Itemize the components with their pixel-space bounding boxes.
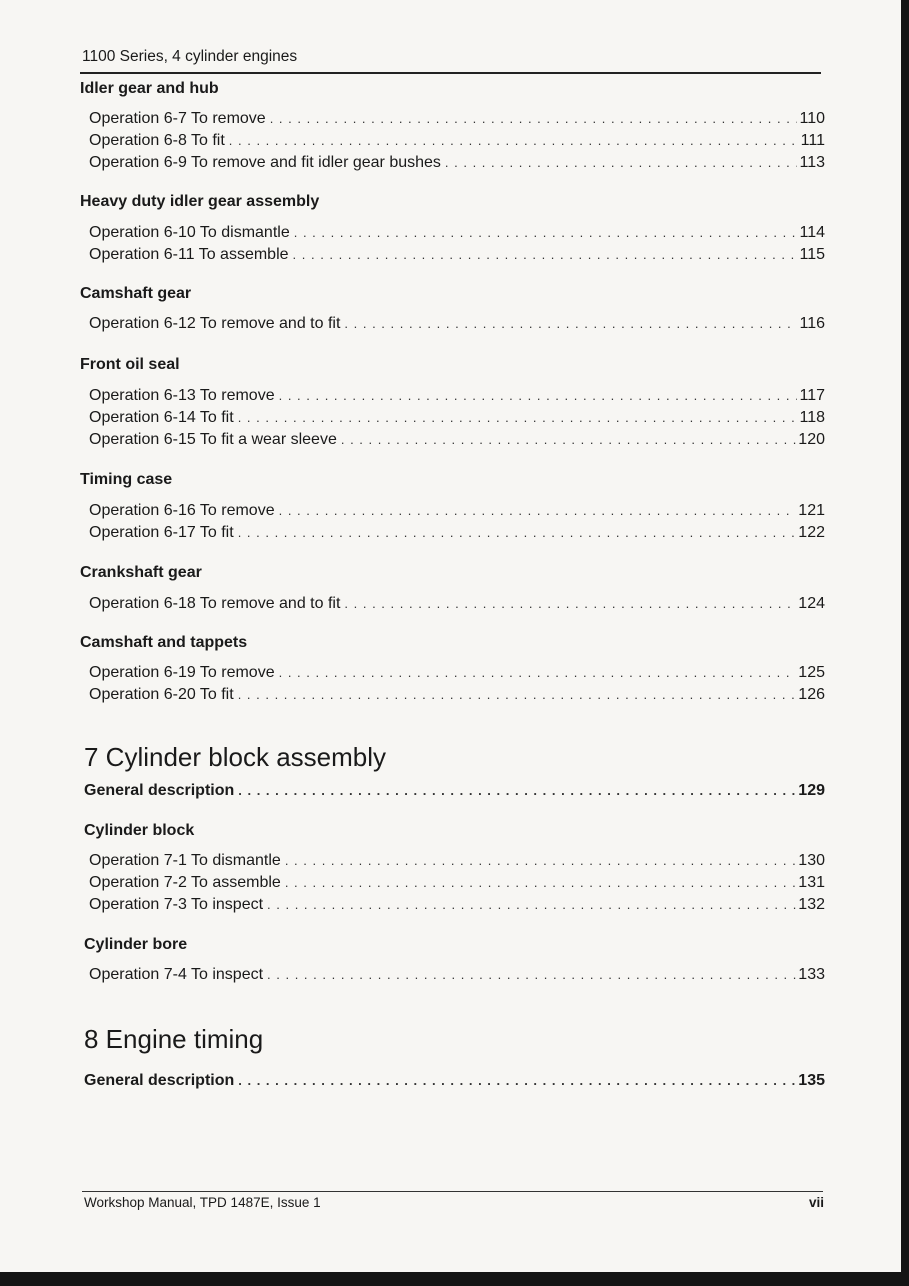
toc-entry[interactable] xyxy=(80,684,825,706)
entry-label: Operation 6-11 To assemble xyxy=(89,246,289,263)
toc-entry[interactable] xyxy=(80,385,825,407)
entry-label: Operation 6-14 To fit xyxy=(89,409,234,426)
toc-section-timing-case xyxy=(80,469,825,544)
toc-entry[interactable] xyxy=(80,522,825,544)
entry-label: Operation 6-13 To remove xyxy=(89,387,275,404)
toc-section-cylinder-bore xyxy=(80,934,825,986)
entry-page: 132 xyxy=(798,896,825,913)
dot-leader xyxy=(285,872,796,894)
toc-section-front-oil-seal xyxy=(80,354,825,451)
entry-label: Operation 6-16 To remove xyxy=(89,502,275,519)
dot-leader xyxy=(341,429,796,451)
dot-leader xyxy=(238,407,798,429)
entry-label: General description xyxy=(84,1072,235,1089)
toc-entry[interactable] xyxy=(80,222,825,244)
dot-leader xyxy=(285,850,796,872)
entry-label: Operation 6-12 To remove and to fit xyxy=(89,315,341,332)
toc-entry[interactable] xyxy=(80,894,825,916)
toc-section-heavy-duty-idler xyxy=(80,191,825,266)
dot-leader xyxy=(344,313,797,335)
toc-entry[interactable] xyxy=(80,152,825,174)
entry-label: Operation 6-15 To fit a wear sleeve xyxy=(89,431,337,448)
toc-section-crankshaft-gear xyxy=(80,562,825,615)
entry-page: 122 xyxy=(798,524,825,541)
dot-leader xyxy=(279,385,798,407)
footer-manual-id: Workshop Manual, TPD 1487E, Issue 1 xyxy=(84,1195,321,1210)
entry-page: 126 xyxy=(798,686,825,703)
toc-entry[interactable] xyxy=(80,407,825,429)
entry-page: 114 xyxy=(799,224,825,241)
entry-label: Operation 6-20 To fit xyxy=(89,686,234,703)
section-heading: Crankshaft gear xyxy=(80,564,202,581)
dot-leader xyxy=(294,222,798,244)
entry-label: Operation 6-18 To remove and to fit xyxy=(89,595,341,612)
running-head: 1100 Series, 4 cylinder engines xyxy=(82,48,298,65)
entry-label: Operation 6-9 To remove and fit idler gear bushes xyxy=(89,154,441,171)
entry-page: 117 xyxy=(799,387,825,404)
entry-label: Operation 6-10 To dismantle xyxy=(89,224,290,241)
toc-entry[interactable] xyxy=(80,872,825,894)
dot-leader xyxy=(238,522,797,544)
section-heading: Front oil seal xyxy=(80,356,180,373)
entry-label: Operation 7-2 To assemble xyxy=(89,874,281,891)
entry-page: 111 xyxy=(800,132,825,149)
chapter-8 xyxy=(80,1022,825,1092)
entry-label: Operation 6-8 To fit xyxy=(89,132,225,149)
entry-page: 115 xyxy=(799,246,825,263)
entry-page: 121 xyxy=(798,502,825,519)
entry-page: 124 xyxy=(798,595,825,612)
toc-section-camshaft-gear xyxy=(80,283,825,335)
footer-rule xyxy=(82,1191,823,1192)
toc-section-camshaft-tappets xyxy=(80,632,825,706)
entry-label: Operation 6-17 To fit xyxy=(89,524,234,541)
section-heading: Camshaft gear xyxy=(80,285,192,302)
toc-entry[interactable] xyxy=(80,662,825,684)
toc-entry[interactable] xyxy=(80,500,825,522)
dot-leader xyxy=(445,152,798,174)
dot-leader xyxy=(344,593,796,615)
toc-entry[interactable] xyxy=(80,850,825,872)
header-rule xyxy=(80,72,821,74)
entry-page: 135 xyxy=(798,1072,825,1089)
footer-page-number: vii xyxy=(808,1195,824,1210)
dot-leader xyxy=(270,108,798,130)
scan-edge-bottom xyxy=(0,1272,909,1286)
table-of-contents xyxy=(80,78,825,1092)
toc-entry[interactable] xyxy=(80,593,825,615)
toc-entry[interactable] xyxy=(80,964,825,986)
entry-label: Operation 6-7 To remove xyxy=(89,110,266,127)
toc-entry[interactable] xyxy=(80,108,825,130)
entry-label: Operation 7-3 To inspect xyxy=(89,896,264,913)
dot-leader xyxy=(238,1070,796,1092)
section-heading: Heavy duty idler gear assembly xyxy=(80,193,320,210)
chapter-title: 8 Engine timing xyxy=(84,1024,264,1054)
dot-leader xyxy=(293,244,798,266)
dot-leader xyxy=(267,964,796,986)
entry-page: 118 xyxy=(799,409,825,426)
dot-leader xyxy=(279,500,797,522)
section-heading: Cylinder bore xyxy=(84,936,188,953)
dot-leader xyxy=(267,894,796,916)
chapter-title: 7 Cylinder block assembly xyxy=(84,742,387,772)
dot-leader xyxy=(229,130,799,152)
entry-page: 120 xyxy=(798,431,825,448)
entry-page: 125 xyxy=(798,664,825,681)
toc-entry[interactable] xyxy=(80,130,825,152)
dot-leader xyxy=(279,662,797,684)
entry-page: 113 xyxy=(799,154,825,171)
section-heading: Cylinder block xyxy=(84,822,195,839)
toc-entry[interactable] xyxy=(80,313,825,335)
entry-label: Operation 7-1 To dismantle xyxy=(89,852,281,869)
dot-leader xyxy=(238,780,796,802)
toc-entry-general-description[interactable] xyxy=(80,780,825,802)
entry-label: Operation 7-4 To inspect xyxy=(89,966,264,983)
scan-edge-right xyxy=(901,0,909,1286)
toc-entry[interactable] xyxy=(80,244,825,266)
section-heading: Camshaft and tappets xyxy=(80,634,248,651)
entry-label: Operation 6-19 To remove xyxy=(89,664,275,681)
section-heading: Idler gear and hub xyxy=(80,80,219,97)
entry-page: 110 xyxy=(799,110,825,127)
entry-page: 129 xyxy=(798,782,825,799)
entry-label: General description xyxy=(84,782,235,799)
toc-section-idler-gear xyxy=(80,78,825,174)
entry-page: 130 xyxy=(798,852,825,869)
toc-entry[interactable] xyxy=(80,429,825,451)
toc-section-cylinder-block xyxy=(80,820,825,916)
entry-page: 133 xyxy=(798,966,825,983)
chapter-7 xyxy=(80,740,825,986)
section-heading: Timing case xyxy=(80,471,173,488)
dot-leader xyxy=(238,684,797,706)
toc-entry-general-description[interactable] xyxy=(80,1070,825,1092)
entry-page: 116 xyxy=(799,315,825,332)
entry-page: 131 xyxy=(798,874,825,891)
